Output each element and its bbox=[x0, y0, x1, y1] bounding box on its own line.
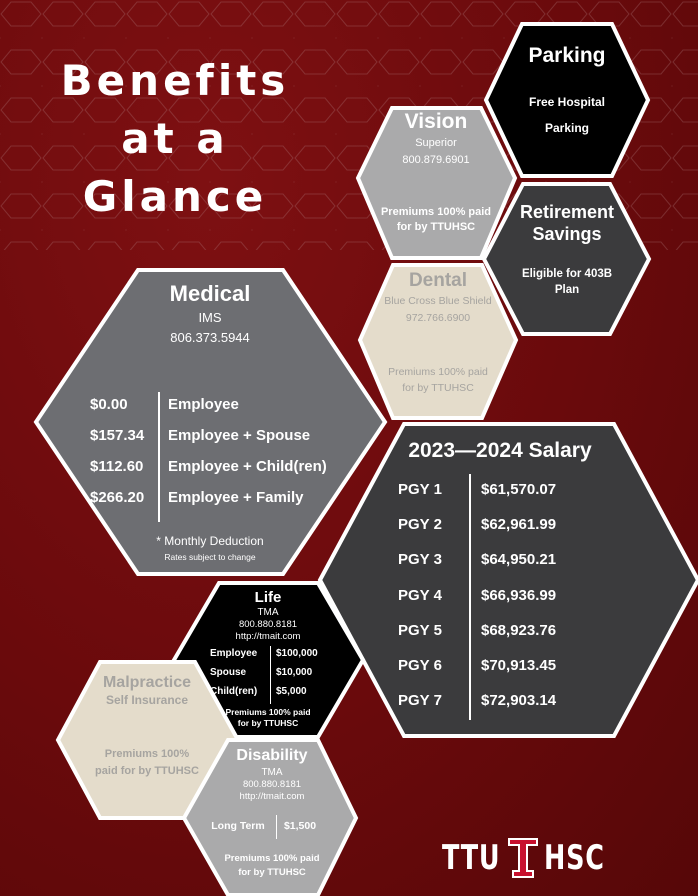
salary-amount: $61,570.07 bbox=[481, 481, 557, 498]
salary-level: PGY 1 bbox=[398, 481, 442, 498]
double-t-logo-icon bbox=[506, 836, 540, 880]
disability-note2: for by TTUHSC bbox=[238, 867, 306, 878]
ttuhsc-logo bbox=[442, 832, 622, 888]
life-phone: 800.880.8181 bbox=[238, 619, 298, 630]
salary-amount: $72,903.14 bbox=[481, 692, 557, 710]
retirement-title2: Savings bbox=[532, 224, 602, 244]
medical-rate-tier: Employee + Child(ren) bbox=[168, 458, 327, 475]
medical-rate-tier: Employee bbox=[168, 396, 239, 413]
life-title: Life bbox=[254, 589, 282, 606]
salary-level: PGY 5 bbox=[398, 621, 442, 639]
medical-divider bbox=[158, 392, 160, 522]
life-provider: TMA bbox=[257, 607, 279, 618]
disability-note1: Premiums 100% paid bbox=[224, 853, 320, 864]
vision-note2: for by TTUHSC bbox=[396, 221, 476, 233]
dental-note1: Premiums 100% paid bbox=[388, 366, 488, 378]
medical-rate-amount: $112.60 bbox=[90, 458, 144, 475]
malpractice-title: Malpractice bbox=[102, 674, 192, 691]
malpractice-note1: Premiums 100% bbox=[104, 748, 190, 760]
medical-title: Medical bbox=[169, 281, 251, 306]
medical-phone: 806.373.5944 bbox=[170, 330, 250, 345]
vision-provider: Superior bbox=[415, 137, 457, 149]
retirement-line2: Plan bbox=[554, 284, 580, 296]
medical-rate-tier: Employee + Family bbox=[168, 489, 304, 506]
page-title: Benefits at a Glance bbox=[60, 56, 290, 221]
life-coverage-label: Spouse bbox=[210, 667, 247, 678]
retirement-title1: Retirement bbox=[519, 202, 615, 222]
medical-rate-amount: $0.00 bbox=[90, 396, 128, 413]
salary-level: PGY 7 bbox=[398, 692, 442, 710]
life-divider bbox=[270, 646, 271, 704]
parking-line2: Parking bbox=[544, 121, 589, 135]
dental-phone: 972.766.6900 bbox=[405, 312, 471, 324]
parking-title: Parking bbox=[528, 44, 606, 67]
salary-title: 2023—2024 Salary bbox=[408, 439, 592, 462]
vision-phone: 800.879.6901 bbox=[402, 154, 470, 166]
disability-divider bbox=[276, 815, 277, 839]
disability-provider: TMA bbox=[261, 767, 283, 778]
salary-level: PGY 3 bbox=[398, 551, 442, 569]
medical-note: * Monthly Deduction bbox=[156, 534, 264, 548]
life-note2: for by TTUHSC bbox=[237, 718, 299, 728]
disability-phone: 800.880.8181 bbox=[242, 779, 302, 790]
dental-note2: for by TTUHSC bbox=[402, 382, 474, 394]
life-coverage-label: Employee bbox=[210, 648, 258, 659]
medical-rate-amount: $157.34 bbox=[90, 427, 145, 444]
salary-amount: $64,950.21 bbox=[481, 551, 557, 569]
salary-level: PGY 4 bbox=[398, 586, 442, 604]
dental-title: Dental bbox=[408, 270, 468, 291]
life-coverage-amount: $10,000 bbox=[276, 667, 313, 678]
life-note1: Premiums 100% paid bbox=[225, 707, 311, 717]
malpractice-note2: paid for by TTUHSC bbox=[95, 765, 199, 777]
salary-amount: $68,923.76 bbox=[481, 621, 557, 639]
vision-title: Vision bbox=[404, 110, 468, 133]
medical-rate-amount: $266.20 bbox=[90, 489, 145, 506]
disability-url: http://tmait.com bbox=[239, 791, 305, 802]
life-coverage-amount: $5,000 bbox=[276, 686, 307, 697]
salary-divider bbox=[469, 474, 471, 720]
vision-note1: Premiums 100% paid bbox=[380, 206, 492, 218]
life-coverage-label: Child(ren) bbox=[210, 686, 258, 697]
medical-provider: IMS bbox=[198, 310, 222, 325]
disability-amount: $1,500 bbox=[283, 820, 317, 832]
logo-text-left: TTU bbox=[442, 838, 501, 878]
malpractice-subtitle: Self Insurance bbox=[105, 693, 189, 707]
disability-label: Long Term bbox=[211, 820, 265, 832]
life-url: http://tmait.com bbox=[235, 631, 301, 642]
salary-level: PGY 2 bbox=[398, 516, 442, 534]
disability-title: Disability bbox=[236, 747, 308, 764]
salary-hexagon bbox=[320, 424, 698, 736]
dental-provider: Blue Cross Blue Shield bbox=[384, 295, 492, 307]
medical-rate-tier: Employee + Spouse bbox=[168, 427, 311, 444]
salary-amount: $66,936.99 bbox=[481, 586, 557, 604]
retirement-line1: Eligible for 403B bbox=[521, 268, 613, 280]
salary-amount: $62,961.99 bbox=[481, 516, 557, 534]
parking-line1: Free Hospital bbox=[528, 95, 606, 109]
logo-text-right: HSC bbox=[544, 838, 605, 878]
life-coverage-amount: $100,000 bbox=[276, 648, 318, 659]
medical-subnote: Rates subject to change bbox=[164, 552, 256, 562]
salary-level: PGY 6 bbox=[398, 657, 442, 674]
salary-amount: $70,913.45 bbox=[481, 657, 557, 674]
